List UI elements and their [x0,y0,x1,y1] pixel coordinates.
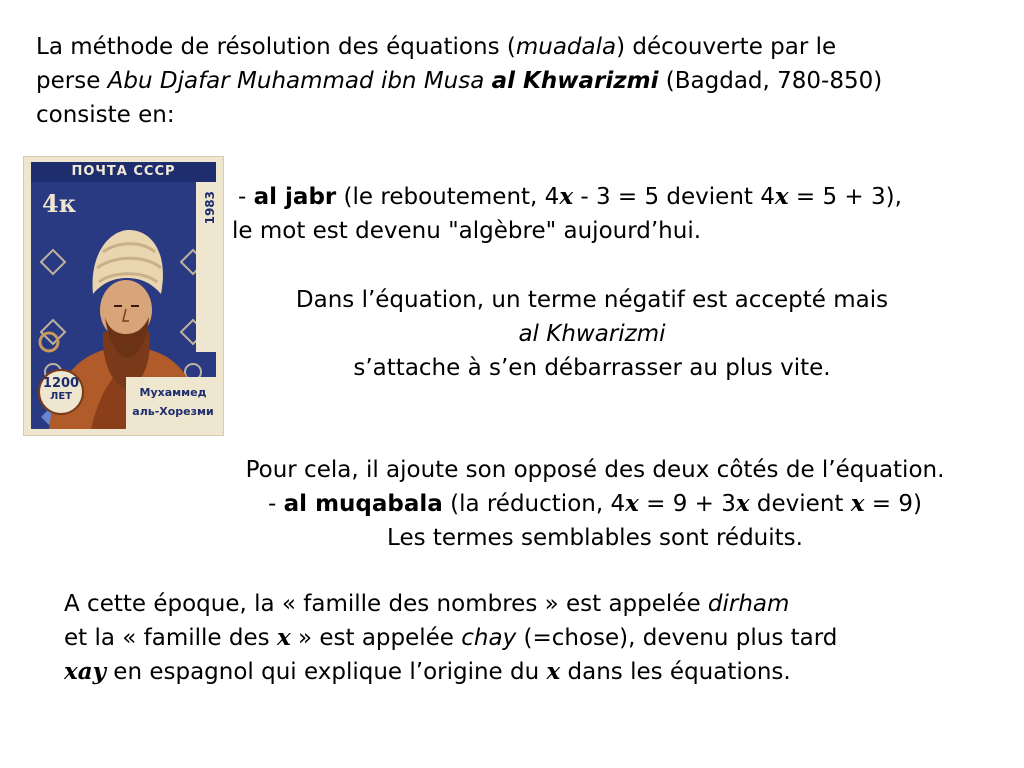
term-chay: chay [461,625,517,651]
muqabala-line-3: Les termes semblables sont réduits. [387,525,803,551]
dirham-line-1: A cette époque, la « famille des nombres » est appelée dirham [64,591,790,617]
negative-term-paragraph [232,283,952,385]
intro-line-2: perse Abu Djafar Muhammad ibn Musa al Khwarizmi (Bagdad, 780-850) [36,68,883,94]
term-dirham: dirham [707,591,790,617]
variable-x: x [559,183,574,210]
intro-line-1: La méthode de résolution des équations (muadala) découverte par le [36,34,837,60]
muqabala-line-2: - al muqabala (la réduction, 4x = 9 + 3x devient x = 9) [268,490,922,517]
variable-x: x [735,490,750,517]
intro-paragraph [36,30,882,132]
stamp-header: ПОЧТА СССР [31,162,216,182]
al-jabr-line-1: - al jabr (le reboutement, 4x - 3 = 5 devient 4x = 5 + 3), [238,183,902,210]
dirham-line-3: xay en espagnol qui explique l’origine du x dans les équations. [64,658,791,685]
author-surname: al Khwarizmi [491,68,659,94]
term-muadala: muadala [515,34,617,60]
al-khwarizmi-stamp [24,157,223,435]
al-muqabala-paragraph [190,453,1000,555]
variable-x: x [546,658,561,685]
term-al-muqabala: al muqabala [283,491,443,517]
term-al-jabr: al jabr [253,184,337,210]
stamp-badge: 1200 ЛЕТ [42,376,80,402]
variable-x: x [774,183,789,210]
stamp-name: Мухаммед аль-Хорезми [132,386,214,418]
al-jabr-paragraph [232,180,902,248]
intro-line-3: consiste en: [36,102,175,128]
dirham-paragraph [64,587,837,689]
stamp-value: 4к [42,189,77,218]
variable-x: x [625,490,639,517]
variable-x: x [276,624,291,651]
negative-line-1: Dans l’équation, un terme négatif est accepté mais [295,287,889,313]
variable-x: x [850,490,865,517]
al-jabr-line-2: le mot est devenu "algèbre" aujourd’hui. [232,218,702,244]
negative-line-3: s’attache à s’en débarrasser au plus vite. [353,355,831,381]
author-name: Abu Djafar Muhammad ibn Musa [107,68,492,94]
stamp-year: 1983 [203,191,217,225]
muqabala-line-1: Pour cela, il ajoute son opposé des deux côtés de l’équation. [245,457,945,483]
negative-line-2: al Khwarizmi [518,321,666,347]
term-xay: xay [64,658,106,685]
dirham-line-2: et la « famille des x » est appelée chay (=chose), devenu plus tard [64,624,838,651]
